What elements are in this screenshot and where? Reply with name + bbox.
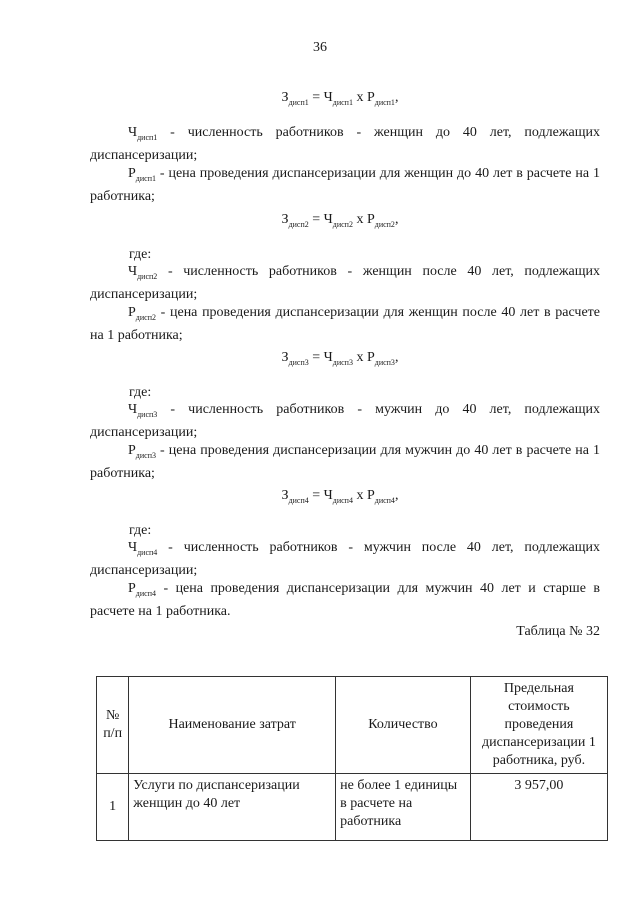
formula-3: $З_{дисп3} = Ч_{дисп3}$ x $Р_{дисп3}$, xyxy=(281,350,399,367)
definitions-block-4 xyxy=(90,539,600,621)
definition-item: $Р_{дисп4}$ - цена проведения диспансеризации для мужчин 40 лет и старше в расчете на 1 работника. xyxy=(90,580,600,619)
header-cost-name: Наименование затрат xyxy=(129,677,336,774)
cell-cost-name: Услуги по диспансеризации женщин до 40 лет xyxy=(129,774,336,841)
where-label: где: xyxy=(129,247,152,262)
definitions-block-2 xyxy=(90,263,600,345)
definition-item: $Ч_{дисп3}$ - численность работников - мужчин до 40 лет, подлежащих диспансеризации; xyxy=(90,402,600,440)
cell-number: 1 xyxy=(97,774,129,841)
cell-quantity: не более 1 единицы в расчете на работника xyxy=(336,774,471,841)
table-row xyxy=(97,774,608,841)
cell-max-cost: 3 957,00 xyxy=(470,774,607,841)
header-number: № п/п xyxy=(97,677,129,774)
definition-item: $Ч_{дисп4}$ - численность работников - мужчин после 40 лет, подлежащих диспансеризации; xyxy=(90,540,600,578)
header-max-cost: Предельная стоимость проведения диспансеризации 1 работника, руб. xyxy=(470,677,607,774)
page-number: 36 xyxy=(313,40,327,55)
definitions-block-1 xyxy=(90,124,600,206)
formula-2: $З_{дисп2} = Ч_{дисп2}$ x $Р_{дисп2}$, xyxy=(281,212,399,229)
definition-item: $Ч_{дисп2}$ - численность работников - женщин после 40 лет, подлежащих диспансеризации; xyxy=(90,264,600,302)
where-label: где: xyxy=(129,385,152,400)
where-label: где: xyxy=(129,523,152,538)
definition-item: $Р_{дисп1}$ - цена проведения диспансеризации для женщин до 40 лет в расчете на 1 работника; xyxy=(90,165,600,204)
definition-item: $Ч_{дисп1}$ - численность работников - женщин до 40 лет, подлежащих диспансеризации; xyxy=(90,125,600,163)
table-header-row xyxy=(97,677,608,774)
definition-item: $Р_{дисп3}$ - цена проведения диспансеризации для мужчин до 40 лет в расчете на 1 работника; xyxy=(90,442,600,481)
definitions-block-3 xyxy=(90,401,600,483)
formula-4: $З_{дисп4} = Ч_{дисп4}$ x $Р_{дисп4}$, xyxy=(281,488,399,505)
costs-table xyxy=(96,676,608,841)
definition-item: $Р_{дисп2}$ - цена проведения диспансеризации для женщин после 40 лет в расчете на 1 работника; xyxy=(90,304,600,343)
header-quantity: Количество xyxy=(336,677,471,774)
formula-1: $З_{дисп1} = Ч_{дисп1}$ x $Р_{дисп1}$, xyxy=(281,90,399,107)
table-caption: Таблица № 32 xyxy=(516,624,600,639)
